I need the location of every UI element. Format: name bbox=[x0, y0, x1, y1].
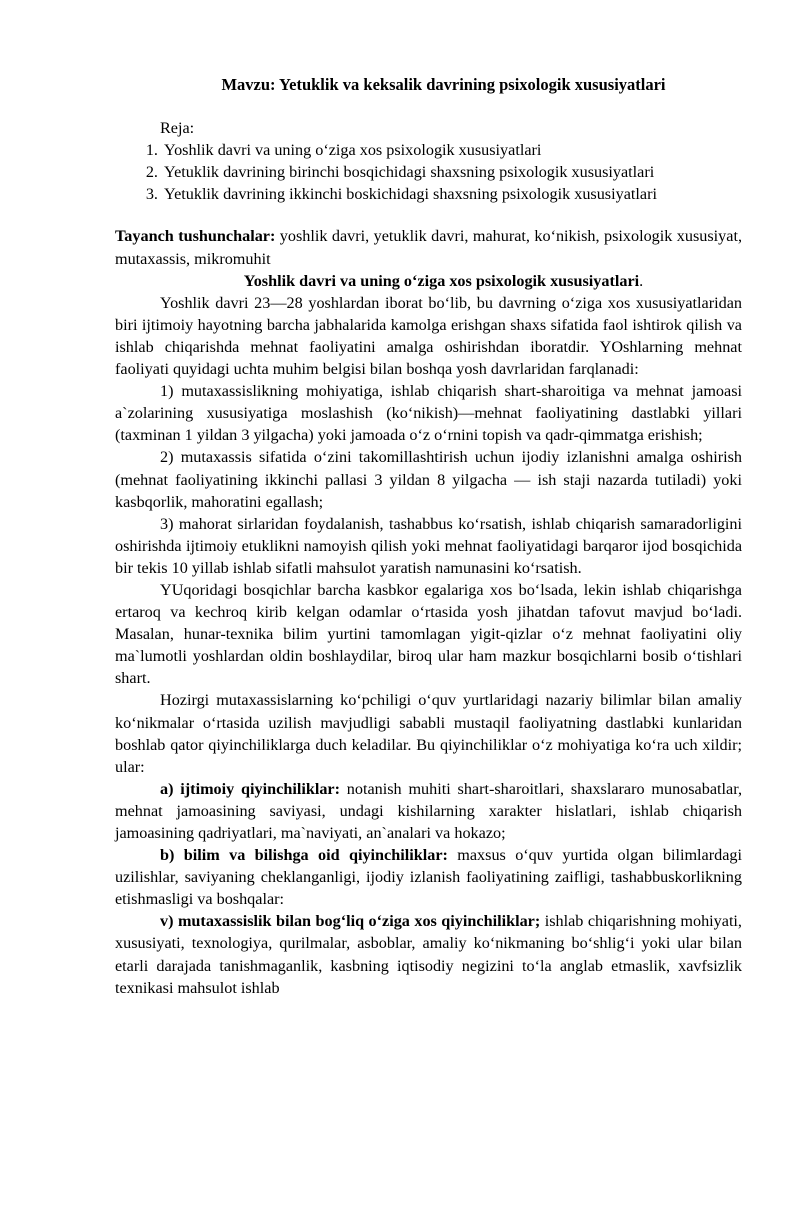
section-heading bbox=[115, 270, 742, 292]
difficulty-paragraph-v bbox=[115, 910, 742, 998]
body-paragraph: Hozirgi mutaxassislarning ko‘pchiligi o‘quv yurtlaridagi nazariy bilimlar bilan amaliy ko‘nikmalar o‘rtasida uzilish mavjudligi sababli mustaqil faoliyatning dastlabki kunlaridan boshlab qator qiyinchiliklarga duch keladilar. Bu qiyinchiliklar o‘z mohiyatiga ko‘ra uch xildir; ular: bbox=[115, 691, 742, 776]
plan-list bbox=[115, 139, 742, 205]
plan-item: 3. Yetuklik davrining ikkinchi boskichidagi shaxsning psixologik xususiyatlari bbox=[162, 183, 742, 205]
section-heading-text: Yoshlik davri va uning o‘ziga xos psixologik xususiyatlari bbox=[243, 271, 640, 290]
plan-label: Reja: bbox=[160, 119, 195, 138]
body-paragraph: YUqoridagi bosqichlar barcha kasbkor egalariga xos bo‘lsada, lekin ishlab chiqarishga ertaroq va kechroq kirib kelgan odamlar o‘rtasida yosh jihatdan tafovut mavjud bo‘ladi. Masalan, hunar-texnika bilim yurtini tamomlagan yigit-qizlar o‘z mehnat faoliyatini oliy ma`lumotli yoshlardan oldin boshlaydilar, biroq ular ham mazkur bosqichlarni bosib o‘tishlari shart. bbox=[115, 580, 742, 688]
difficulty-text-b: maxsus o‘quv yurtida olgan bilimlardagi uzilishlar, saviyaning cheklanganligi, ijodiy izlanish faoliyatining zaifligi, tashabbuskorlikning etishmasligi va boshqalar: bbox=[115, 846, 742, 909]
difficulty-label-v: v) mutaxassislik bilan bog‘liq o‘ziga xos qiyinchiliklar; bbox=[160, 912, 541, 931]
plan-item: 2. Yetuklik davrining birinchi bosqichidagi shaxsning psixologik xususiyatlari bbox=[162, 161, 742, 183]
page-title: Mavzu: Yetuklik va keksalik davrining psixologik xususiyatlari bbox=[221, 75, 666, 94]
body-paragraph: Yoshlik davri 23—28 yoshlardan iborat bo‘lib, bu davrning o‘ziga xos xususiyatlaridan biri ijtimoiy hayotning barcha jabhalarida kamolga erishgan shaxs sifatida faol ishtirok qilish va ishlab chiqarishda mehnat faoliyatini amalga oshirishdan iboratdir. YOshlarning mehnat faoliyati quyidagi uchta muhim belgisi bilan boshqa yosh davrlaridan farqlanadi: bbox=[115, 293, 742, 379]
body-paragraph: 3) mahorat sirlaridan foydalanish, tashabbus ko‘rsatish, ishlab chiqarish samaradorligini oshirishda ijtimoiy etuklikni namoyish qilish yoki mehnat faoliyatidagi barqaror ijod bosqichida bir tekis 10 yillab ishlab sifatli mahsulot yaratish namunasini ko‘rsatish. bbox=[115, 514, 742, 577]
keywords-text: yoshlik davri, yetuklik davri, mahurat, ko‘nikish, psixologik xususiyat, mutaxassis, mikromuhit bbox=[115, 227, 742, 268]
body-paragraph: 1) mutaxassislikning mohiyatiga, ishlab chiqarish shart-sharoitiga va mehnat jamoasi a`zolarining xususiyatiga moslashish (ko‘nikish)—mehnat faoliyatining dastlabki yillari (taxminan 1 yildan 3 yilgacha) yoki jamoada o‘z o‘rnini topish va qadr-qimmatga erishish; bbox=[115, 382, 742, 445]
difficulty-paragraph-a bbox=[115, 778, 742, 844]
difficulty-label-b: b) bilim va bilishga oid qiyinchiliklar: bbox=[160, 846, 448, 865]
body-paragraph: 2) mutaxassis sifatida o‘zini takomillashtirish uchun ijodiy izlanishni amalga oshirish (mehnat faoliyatining ikkinchi pallasi 3 yildan 8 yilgacha — ish staji nazarda tutiladi) yoki kasbqorlik, mahoratini egallash; bbox=[115, 448, 742, 511]
difficulty-paragraph-b bbox=[115, 844, 742, 910]
difficulty-text-v: ishlab chiqarishning mohiyati, xususiyati, texnologiya, qurilmalar, asboblar, amaliy ko‘nikmaning bo‘shlig‘i yoki ular bilan etarli darajada tanishmaganlik, kasbning iqtisodiy negizini to‘la anglab etmaslik, xavfsizlik texnikasi mahsulot ishlab bbox=[115, 912, 742, 997]
section-heading-period: . bbox=[639, 271, 644, 290]
document-page bbox=[0, 74, 800, 1205]
keywords-label: Tayanch tushunchalar: bbox=[115, 227, 276, 246]
keywords-paragraph bbox=[115, 225, 742, 269]
plan-item: 1. Yoshlik davri va uning o‘ziga xos psixologik xususiyatlari bbox=[162, 139, 742, 161]
difficulty-text-a: notanish muhiti shart-sharoitlari, shaxslararo munosabatlar, mehnat jamoasining saviyasi, undagi kishilarning xarakter hislatlari, ishlab chiqarish jamoasining qadriyatlari, ma`naviyati, an`analari va hokazo; bbox=[115, 779, 742, 842]
difficulty-label-a: a) ijtimoiy qiyinchiliklar: bbox=[160, 779, 340, 798]
